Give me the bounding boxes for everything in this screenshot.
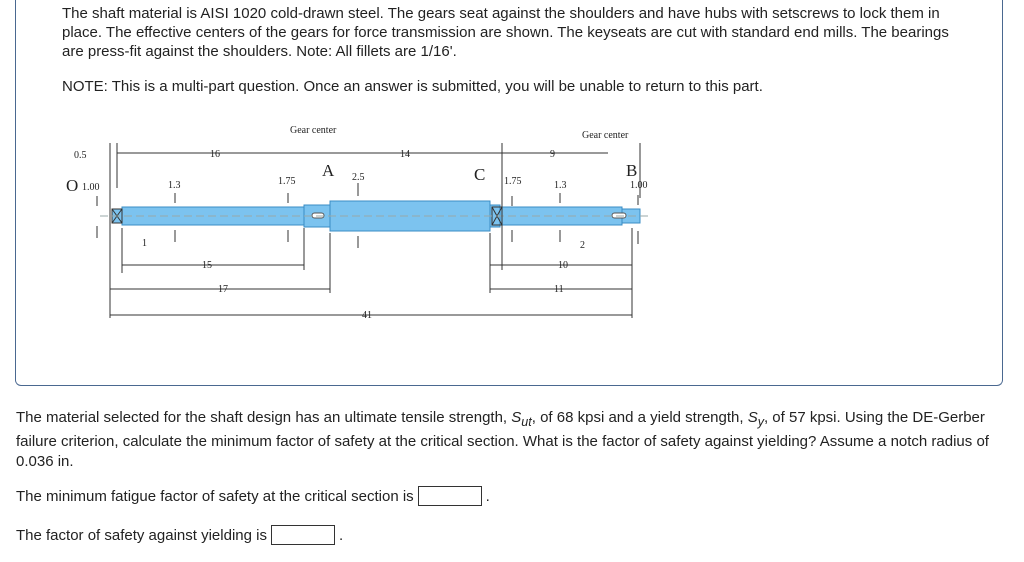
problem-statement: The shaft material is AISI 1020 cold-drawn steel. The gears seat against the shoulders and have hubs with setscrews to lock them in place. The effective centers of the gears for force transmission are shown. The keyseats are cut with standard end mills. The bearings are press-fit against the shoulders. Note: All fillets are 1/16'.: [62, 5, 949, 60]
dim-0-5: 0.5: [74, 150, 87, 161]
dim-1-3-right: 1.3: [554, 180, 567, 191]
point-a-label: A: [322, 161, 335, 180]
yield-answer-row: [16, 525, 343, 545]
dim-1-3-left: 1.3: [168, 180, 181, 191]
yield-factor-input[interactable]: [271, 525, 335, 545]
point-c-label: C: [474, 165, 486, 184]
dim-15: 15: [202, 260, 212, 271]
point-b-label: B: [626, 161, 638, 180]
dim-1-00-left: 1.00: [82, 182, 100, 193]
question-text: [16, 408, 1016, 472]
dim-2: 2: [580, 240, 585, 251]
fatigue-answer-row: [16, 486, 490, 506]
dim-17: 17: [218, 284, 228, 295]
question-intro: The material selected for the shaft design has an ultimate tensile strength,: [16, 409, 508, 426]
dim-1-75-right: 1.75: [504, 176, 522, 187]
dim-1: 1: [142, 238, 147, 249]
fatigue-factor-input[interactable]: [418, 486, 482, 506]
dim-11: 11: [554, 284, 564, 295]
dim-1-00-right: 1.00: [630, 180, 648, 191]
dim-14: 14: [400, 149, 410, 160]
dim-2-5: 2.5: [352, 172, 365, 183]
sy-subscript: y: [757, 415, 764, 429]
fatigue-label: The minimum fatigue factor of safety at the critical section is: [16, 487, 414, 505]
dim-9: 9: [550, 149, 555, 160]
dim-16: 16: [210, 149, 220, 160]
dim-41: 41: [362, 310, 372, 321]
question-rest: , of 57 kpsi. Using the DE-Gerber failure criterion, calculate the minimum factor of safety at the critical section. What is the factor of safety against yielding? Assume a notch radius of 0.036 in.: [16, 409, 989, 470]
sut-symbol: S: [511, 409, 522, 426]
question-mid: , of 68 kpsi and a yield strength,: [531, 409, 744, 426]
dim-1-75-left: 1.75: [278, 176, 296, 187]
yield-period: .: [338, 526, 344, 544]
point-o-label: O: [66, 176, 79, 195]
multi-part-note: NOTE: This is a multi-part question. Once an answer is submitted, you will be unable to return to this part.: [62, 78, 763, 95]
gear-center-right-label: Gear center: [582, 130, 629, 141]
yield-label: The factor of safety against yielding is: [16, 526, 267, 544]
dim-10: 10: [558, 260, 568, 271]
fatigue-period: .: [485, 487, 490, 505]
sut-subscript: ut: [521, 415, 532, 429]
shaft-figure: [60, 118, 660, 323]
gear-center-left-label: Gear center: [290, 125, 337, 136]
sy-symbol: S: [747, 409, 758, 426]
